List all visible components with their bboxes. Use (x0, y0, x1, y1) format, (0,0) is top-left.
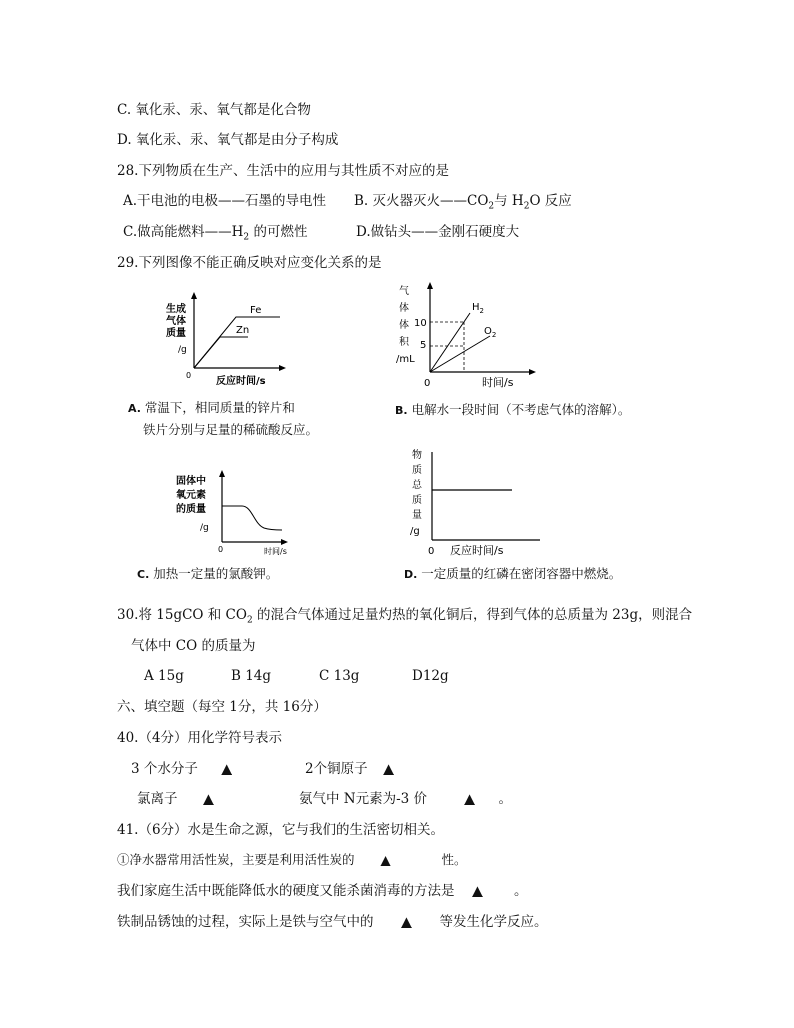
graph-a-zn-line (194, 337, 248, 368)
graph-b-tick-10: 10 (414, 318, 427, 329)
q40-item-4: 氨气中 N元素为-3 价 ▲ 。 (299, 791, 513, 807)
question-30: 30.将 15gCO 和 $CO_2$ 的混合气体通过足量灼热的氧化铜后，得到气体的总质量为 23g，则混合 (117, 607, 693, 626)
graph-a-series-zn: Zn (236, 325, 250, 336)
question-40: 40.（4分）用化学符号表示 (117, 730, 283, 746)
q30-option-d: D12g (412, 668, 449, 684)
graph-a (160, 290, 300, 390)
answer-blank[interactable]: ▲ (472, 883, 483, 899)
graph-d-caption: D. 一定质量的红磷在密闭容器中燃烧。 (404, 566, 622, 581)
q41-item-3: 铁制品锈蚀的过程，实际上是铁与空气中的 ▲ 等发生化学反应。 (117, 914, 548, 930)
graph-a-xlabel: 反应时间/s (216, 376, 266, 387)
graph-b-origin: 0 (424, 378, 431, 389)
answer-blank[interactable]: ▲ (383, 761, 394, 777)
graph-b-xlabel: 时间/s (482, 376, 514, 389)
graph-b-tick-5: 5 (420, 340, 427, 351)
graph-b (392, 280, 542, 392)
q41-item-1: ①净水器常用活性炭，主要是利用活性炭的 ▲ 性。 (117, 852, 467, 867)
graph-b-series-o2: $O_2$ (484, 326, 497, 339)
graph-b-ylabel-2: 体 (399, 303, 409, 314)
graph-b-caption: B. 电解水一段时间（不考虑气体的溶解）。 (395, 402, 631, 417)
q28-option-c: C.做高能燃料$——H_2$ 的可燃性 (123, 224, 308, 243)
graph-c-ylabel-1: 固体中 (176, 476, 206, 487)
graph-c-ylabel-2: 氧元素 (176, 490, 206, 501)
graph-d-ylabel-6: /g (410, 526, 420, 537)
q40-item-2: 2个铜原子 ▲ (305, 760, 410, 778)
answer-blank[interactable]: ▲ (221, 761, 232, 777)
graph-a-ylabel-4: /g (178, 345, 187, 355)
question-30-line-2: 气体中 CO 的质量为 (131, 638, 256, 654)
graph-d-ylabel-1: 物 (412, 450, 422, 461)
graph-a-caption-2: 铁片分别与足量的稀硫酸反应。 (143, 422, 319, 437)
q28-option-d: D.做钻头——金刚石硬度大 (356, 224, 520, 240)
graph-c-ylabel-3: 的质量 (176, 504, 206, 515)
question-41: 41.（6分）水是生命之源，它与我们的生活密切相关。 (117, 822, 445, 838)
graph-a-ylabel-2: 气体 (166, 316, 186, 327)
section-6-title: 六、填空题（每空 1分，共 16分） (117, 699, 327, 715)
graph-a-series-fe: Fe (250, 305, 262, 316)
graph-c (172, 470, 302, 560)
graph-b-ylabel-1: 气 (399, 286, 409, 297)
graph-b-ylabel-4: 积 (399, 337, 409, 348)
q40-item-1: 3 个水分子 ▲ (131, 761, 232, 777)
graph-b-ylabel-5: /mL (396, 354, 415, 365)
question-29: 29.下列图像不能正确反映对应变化关系的是 (117, 255, 382, 271)
graph-d-ylabel-5: 量 (412, 510, 422, 521)
graph-b-o2-line (430, 336, 490, 372)
graph-c-xlabel: 时间/s (264, 547, 287, 556)
q40-item-3: 氯离子 ▲ (137, 790, 240, 808)
question-28: 28.下列物质在生产、生活中的应用与其性质不对应的是 (117, 163, 449, 179)
option-c: C. 氧化汞、汞、氧气都是化合物 (117, 102, 311, 118)
graph-d (400, 444, 550, 562)
answer-blank[interactable]: ▲ (464, 791, 475, 807)
answer-blank[interactable]: ▲ (380, 852, 391, 867)
graph-d-xlabel: 反应时间/s (450, 544, 504, 557)
graph-b-series-h2: $H_2$ (472, 302, 484, 315)
option-d: D. 氧化汞、汞、氧气都是由分子构成 (117, 132, 339, 148)
q28-option-a: A.干电池的电极——石墨的导电性 (123, 193, 327, 209)
graph-b-ylabel-3: 体 (399, 320, 409, 331)
graph-a-ylabel-1: 生成 (166, 304, 186, 315)
q30-option-b: B 14g (231, 668, 272, 684)
graph-d-ylabel-3: 总 (412, 480, 422, 491)
answer-blank[interactable]: ▲ (401, 914, 412, 930)
graph-d-origin: 0 (428, 546, 435, 557)
q30-option-a: A 15g (144, 668, 184, 684)
graph-c-origin: 0 (218, 545, 224, 554)
graph-d-ylabel-2: 质 (412, 465, 422, 476)
q30-option-c: C 13g (319, 668, 360, 684)
q41-item-2: 我们家庭生活中既能降低水的硬度又能杀菌消毒的方法是 ▲ 。 (117, 883, 528, 899)
graph-c-caption: C. 加热一定量的氯酸钾。 (137, 566, 279, 581)
graph-a-caption-1: A. 常温下，相同质量的锌片和 (128, 400, 295, 415)
graph-c-curve (222, 506, 282, 530)
graph-a-ylabel-3: 质量 (166, 328, 186, 339)
q28-option-b: B. 灭火器灭火$——CO_2$与 $H_2O$ 反应 (354, 193, 572, 212)
answer-blank[interactable]: ▲ (203, 791, 214, 807)
graph-c-ylabel-4: /g (200, 523, 209, 533)
graph-a-origin: 0 (186, 371, 192, 380)
graph-d-ylabel-4: 质 (412, 495, 422, 506)
